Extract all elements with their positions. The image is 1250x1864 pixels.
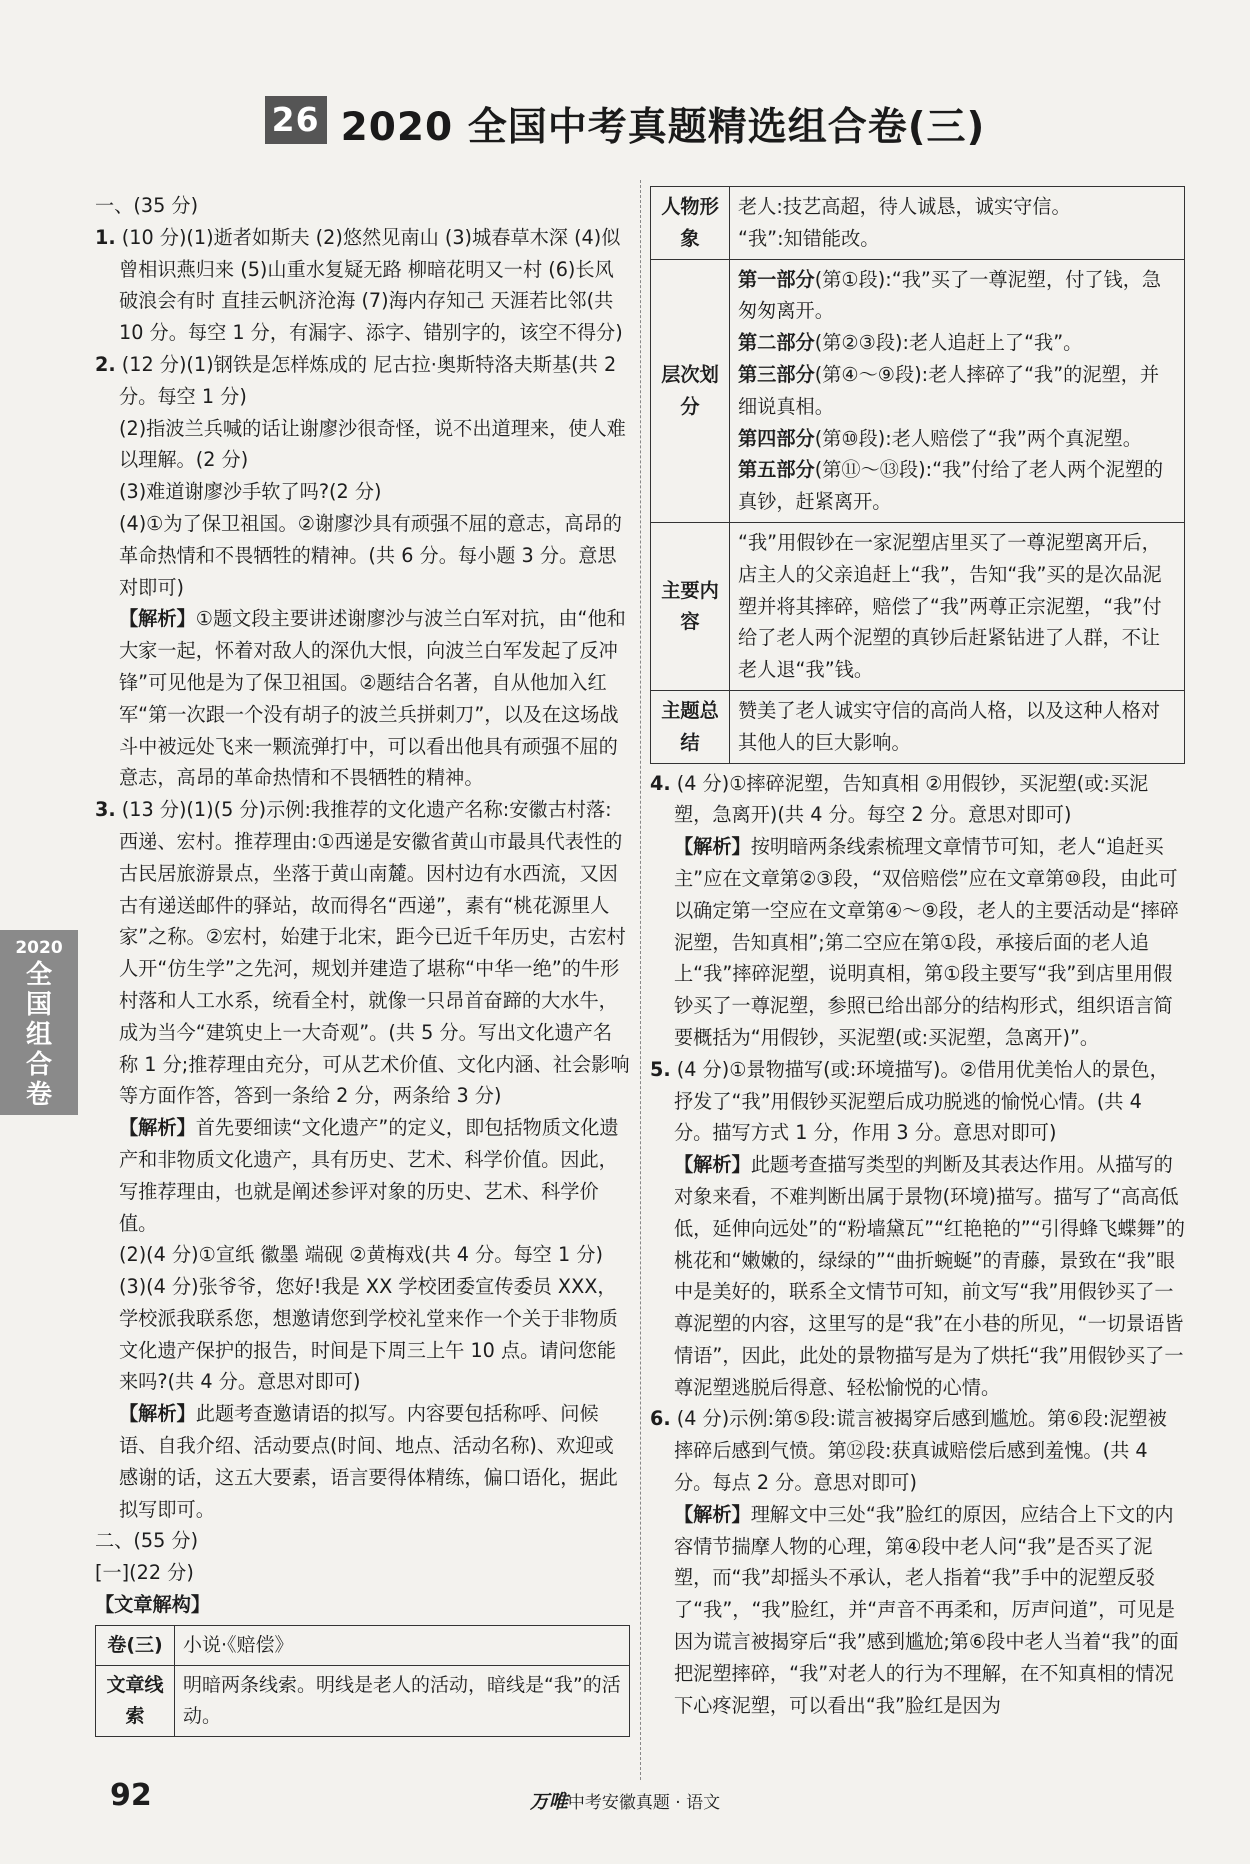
layer-item (738, 359, 1176, 423)
row-value: 明暗两条线索。明线是老人的活动，暗线是“我”的活动。 (175, 1665, 630, 1736)
row-key: 主题总结 (651, 690, 730, 763)
question-number: 6. (650, 1407, 671, 1431)
paper-title: 2020 全国中考真题精选组合卷(三) (340, 105, 986, 150)
row-key: 人物形象 (651, 187, 730, 260)
section-one-heading: 一、(35 分) (95, 194, 199, 217)
column-divider (640, 180, 641, 1780)
analysis-text: ①题文段主要讲述谢廖沙与波兰白军对抗，由“他和大家一起，怀着对敌人的深仇大恨，向波兰白军发起了反冲锋”可见他是为了保卫祖国。②题结合名著，自从他加入红军“第一次跟一个没有胡子的波兰兵拼刺刀”，以及在这场战斗中被远处飞来一颗流弹打中，可以看出他具有顽强不屈的意志，高昂的革命热情和不畏牺牲的精神。 (119, 607, 626, 790)
layer-label: 第五部分 (738, 458, 815, 482)
row-key: 主要内容 (651, 522, 730, 690)
left-column (95, 190, 630, 1737)
persona-line: 老人:技艺高超，待人诚恳，诚实守信。 (738, 195, 1071, 218)
answer-2 (95, 349, 630, 413)
answer-4 (650, 768, 1185, 832)
table-row (651, 187, 1185, 260)
analysis-tag: 【解析】 (674, 1153, 751, 1177)
answer-2-part-4: (4)①为了保卫祖国。②谢廖沙具有顽强不屈的意志，高昂的革命热情和不畏牺牲的精神。(共 6 分。每小题 3 分。意思对即可) (119, 511, 622, 599)
answer-3-analysis-2 (95, 1398, 630, 1525)
analysis-tag: 【解析】 (674, 1502, 751, 1526)
answer-text: (13 分)(1)(5 分)示例:我推荐的文化遗产名称:安徽古村落:西递、宏村。推荐理由:①西递是安徽省黄山市最具代表性的古民居旅游景点，坐落于黄山南麓。因村边有水西流，又因古有递送邮件的驿站，故而得名“西递”，素有“桃花源里人家”之称。②宏村，始建于北宋，距今已近千年历史，古宏村人开“仿生学”之先河，规划并建造了堪称“中华一绝”的牛形村落和人工水系，统看全村，就像一只昂首奋蹄的大水牛，成为当今“建筑史上一大奇观”。(共 5 分。写出文化遗产名称 1 分;推荐理由充分，可从艺术价值、文化内涵、社会影响等方面作答，答到一条给 2 分，两条给 3 分) (119, 798, 630, 1108)
book-title: 中考安徽真题 · 语文 (567, 1793, 721, 1813)
answer-2-analysis (95, 603, 630, 794)
question-number: 4. (650, 771, 671, 795)
row-key: 层次划分 (651, 259, 730, 522)
table-row (96, 1665, 630, 1736)
layer-label: 第二部分 (738, 331, 815, 355)
answer-3 (95, 794, 630, 1112)
question-number: 2. (95, 352, 116, 376)
side-tab-year: 2020 (15, 938, 63, 958)
answer-3-part-2: (2)(4 分)①宣纸 徽墨 端砚 ②黄梅戏(共 4 分。每空 1 分) (119, 1243, 603, 1267)
analysis-text: 理解文中三处“我”脸红的原因，应结合上下文的内容情节揣摩人物的心理，第④段中老人问“我”是否买了泥塑，而“我”却摇头不承认，老人指着“我”手中的泥塑反驳了“我”，“我”脸红，并“声音不再柔和，厉声问道”，可见是因为谎言被揭穿后“我”感到尴尬;第⑥段中老人当着“我”的面把泥塑摔碎，“我”对老人的行为不理解，在不知真相的情况下心疼泥塑，可以看出“我”脸红是因为 (674, 1502, 1179, 1717)
analysis-text: 首先要细读“文化遗产”的定义，即包括物质文化遗产和非物质文化遗产，具有历史、艺术、科学价值。因此，写推荐理由，也就是阐述参评对象的历史、艺术、科学价值。 (119, 1116, 619, 1235)
brand-logo: 万唯 (529, 1791, 568, 1813)
answer-3-part-3: (3)(4 分)张爷爷，您好!我是 XX 学校团委宣传委员 XXX，学校派我联系您，想邀请您到学校礼堂来作一个关于非物质文化遗产保护的报告，时间是下周三上午 10 点。请问您能来吗?(共 4 分。意思对即可) (119, 1275, 618, 1394)
answer-text: (4 分)①摔碎泥塑，告知真相 ②用假钞，买泥塑(或:买泥塑，急离开)(共 4 分。每空 2 分。意思对即可) (674, 771, 1149, 827)
row-value: 赞美了老人诚实守信的高尚人格，以及这种人格对其他人的巨大影响。 (730, 690, 1185, 763)
subsection-heading: [一](22 分) (95, 1561, 194, 1585)
question-number: 3. (95, 798, 116, 822)
analysis-text: 按明暗两条线索梳理文章情节可知，老人“追赶买主”应在文章第②③段，“双倍赔偿”应在文章第⑩段，由此可以确定第一空应在文章第④～⑨段，老人的主要活动是“摔碎泥塑，告知真相”;第二空应在第①段，承接后面的老人追上“我”摔碎泥塑，说明真相，第①段主要写“我”到店里用假钞买了一尊泥塑，参照已给出部分的结构形式，组织语言简要概括为“用假钞，买泥塑(或:买泥塑，急离开)”。 (674, 835, 1179, 1049)
answer-2-part-3: (3)难道谢廖沙手软了吗?(2 分) (119, 480, 382, 504)
side-tab-label: 全国组合卷 (25, 960, 52, 1110)
analysis-tag: 【解析】 (119, 1116, 196, 1140)
answer-1 (95, 222, 630, 349)
layer-text: (第①段):“我”买了一尊泥塑，付了钱，急匆匆离开。 (738, 267, 1162, 323)
layer-label: 第四部分 (738, 426, 815, 450)
analysis-text: 此题考查描写类型的判断及其表达作用。从描写的对象来看，不难判断出属于景物(环境)描写。描写了“高高低低，延伸向远处”的“粉墙黛瓦”“红艳艳的”“引得蜂飞蝶舞”的桃花和“嫩嫩的，绿绿的”“曲折蜿蜒”的青藤，景致在“我”眼中是美好的，联系全文情节可知，前文写“我”用假钞买了一尊泥塑的内容，这里写的是“我”在小巷的所见，“一切景语皆情语”，因此，此处的景物描写是为了烘托“我”用假钞买了一尊泥塑逃脱后得意、轻松愉悦的心情。 (674, 1153, 1185, 1399)
persona-line: “我”:知错能改。 (738, 226, 880, 250)
table-row (651, 522, 1185, 690)
footer (0, 1787, 1250, 1814)
table-row (651, 259, 1185, 522)
analysis-text: 此题考查邀请语的拟写。内容要包括称呼、问候语、自我介绍、活动要点(时间、地点、活动名称)、欢迎或感谢的话，这五大要素，语言要得体精练，偏口语化，据此拟写即可。 (119, 1402, 618, 1521)
structure-table-top (95, 1625, 630, 1737)
layer-item (738, 264, 1176, 328)
analysis-tag: 【解析】 (119, 1402, 196, 1426)
side-tab (0, 930, 78, 1115)
layer-label: 第三部分 (738, 362, 815, 386)
answer-6 (650, 1403, 1185, 1498)
question-number: 5. (650, 1057, 671, 1081)
answer-5-analysis (650, 1149, 1185, 1403)
answer-3-analysis-1 (95, 1112, 630, 1239)
layer-item (738, 327, 1176, 359)
answer-text: (10 分)(1)逝者如斯夫 (2)悠然见南山 (3)城春草木深 (4)似曾相识燕归来 (5)山重水复疑无路 柳暗花明又一村 (6)长风破浪会有时 直挂云帆济沧海 (7)海内存知己 天涯若比邻(共 10 分。每空 1 分，有漏字、添字、错别字的，该空不得分) (119, 225, 623, 345)
layer-text: (第⑪～⑬段):“我”付给了老人两个泥塑的真钞，赶紧离开。 (738, 458, 1164, 514)
answer-5 (650, 1054, 1185, 1149)
layer-text: (第②③段):老人追赶上了“我”。 (814, 331, 1083, 355)
answer-text: (12 分)(1)钢铁是怎样炼成的 尼古拉·奥斯特洛夫斯基(共 2 分。每空 1 分) (119, 352, 617, 408)
layer-text: (第⑩段):老人赔偿了“我”两个真泥塑。 (814, 426, 1142, 450)
analysis-tag: 【解析】 (674, 835, 751, 859)
layer-item (738, 454, 1176, 518)
answer-text: (4 分)①景物描写(或:环境描写)。②借用优美怡人的景色，抒发了“我”用假钞买泥塑后成功脱逃的愉悦心情。(共 4 分。描写方式 1 分，作用 3 分。意思对即可) (674, 1057, 1169, 1145)
row-value: “我”用假钞在一家泥塑店里买了一尊泥塑离开后，店主人的父亲追赶上“我”，告知“我”买的是次品泥塑并将其摔碎，赔偿了“我”两尊正宗泥塑，“我”付给了老人两个泥塑的真钞后赶紧钻进了人群，不让老人退“我”钱。 (730, 522, 1185, 690)
page-title (0, 96, 1250, 152)
layer-text: (第④～⑨段):老人摔碎了“我”的泥塑，并细说真相。 (738, 362, 1160, 418)
structure-heading: 【文章解构】 (95, 1593, 211, 1617)
analysis-tag: 【解析】 (119, 607, 196, 631)
row-key: 文章线索 (96, 1665, 175, 1736)
row-value: 小说·《赔偿》 (175, 1625, 630, 1665)
answer-text: (4 分)示例:第⑤段:谎言被揭穿后感到尴尬。第⑥段:泥塑被摔碎后感到气愤。第⑫段:获真诚赔偿后感到羞愧。(共 4 分。每点 2 分。意思对即可) (674, 1407, 1167, 1495)
paper-number-badge: 26 (265, 96, 327, 144)
layer-item (738, 423, 1176, 455)
page-number: 92 (110, 1778, 152, 1813)
row-key: 卷(三) (96, 1625, 175, 1665)
answer-6-analysis (650, 1499, 1185, 1722)
layer-label: 第一部分 (738, 267, 815, 291)
answer-4-analysis (650, 831, 1185, 1054)
section-two-heading: 二、(55 分) (95, 1529, 199, 1553)
table-row (96, 1625, 630, 1665)
row-value (730, 187, 1185, 260)
structure-table (650, 186, 1185, 764)
answer-2-part-2: (2)指波兰兵喊的话让谢廖沙很奇怪，说不出道理来，使人难以理解。(2 分) (119, 416, 626, 472)
right-column (650, 186, 1185, 1721)
row-value (730, 259, 1185, 522)
table-row (651, 690, 1185, 763)
question-number: 1. (95, 225, 116, 249)
